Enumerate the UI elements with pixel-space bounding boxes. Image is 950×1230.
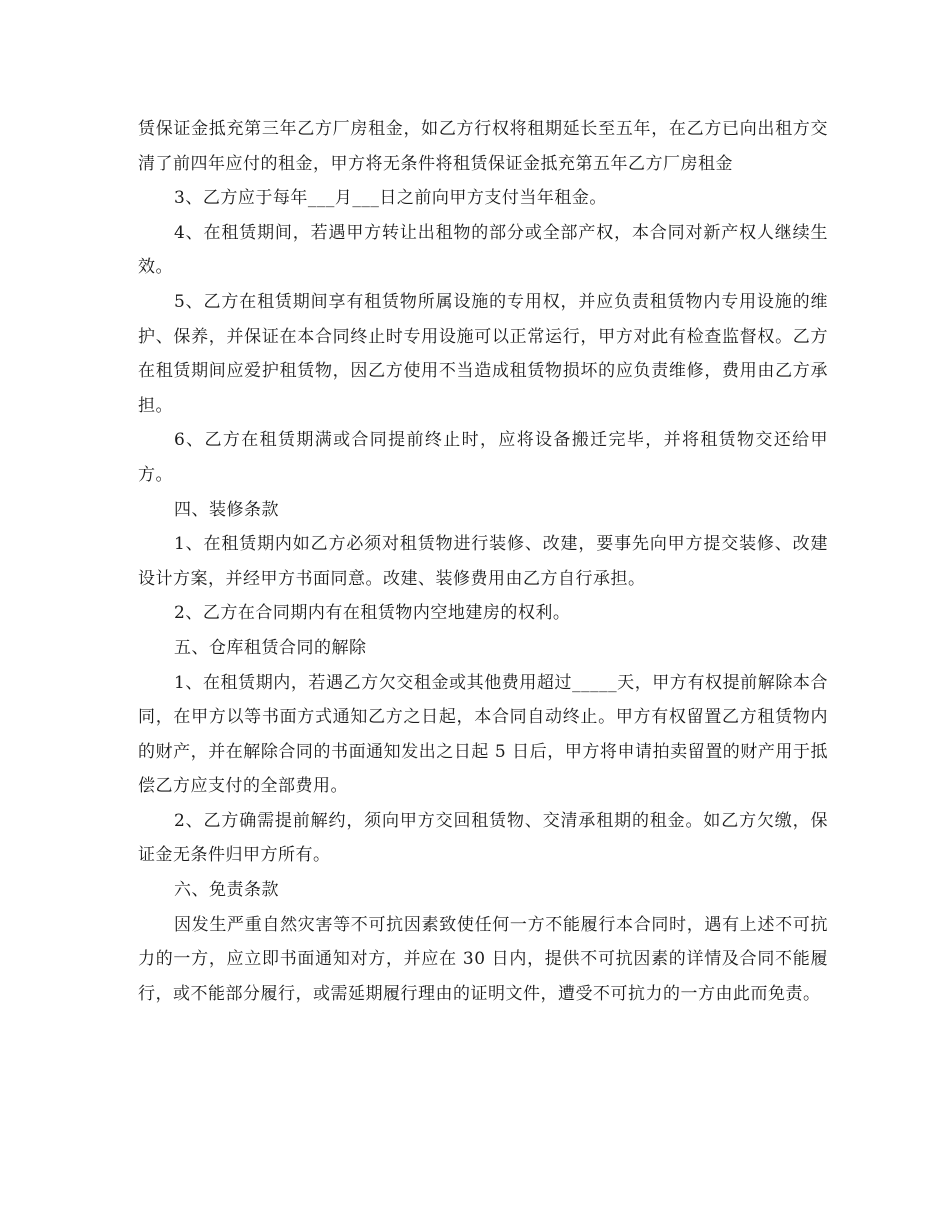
section-heading-renovation: 四、装修条款 <box>174 499 279 520</box>
paragraph-clause-4-ownership-transfer: 4、在租赁期间，若遇甲方转让出租物的部分或全部产权，本合同对新产权人继续生效。 <box>138 222 828 278</box>
paragraph-termination-2: 2、乙方确需提前解约，须向甲方交回租赁物、交清承租期的租金。如乙方欠缴，保证金无条件归甲方所有。 <box>138 810 828 866</box>
paragraph-clause-6-return-property: 6、乙方在租赁期满或合同提前终止时，应将设备搬迁完毕，并将租赁物交还给甲方。 <box>138 430 828 485</box>
paragraph-renovation-2: 2、乙方在合同期内有在租赁物内空地建房的权利。 <box>174 603 571 624</box>
paragraph-termination-1: 1、在租赁期内，若遇乙方欠交租金或其他费用超过_____天，甲方有权提前解除本合同，在甲方以等书面方式通知乙方之日起，本合同自动终止。甲方有权留置乙方租赁物内的财产，并在解除合同的书面通知发出之日起 5 日后，甲方将申请拍卖留置的财产用于抵偿乙方应支付的全部费用。 <box>138 672 828 797</box>
document-body <box>138 112 828 1011</box>
paragraph-clause-3-rent-payment: 3、乙方应于每年___月___日之前向甲方支付当年租金。 <box>174 188 607 209</box>
paragraph-exemption: 因发生严重自然灾害等不可抗因素致使任何一方不能履行本合同时，遇有上述不可抗力的一方，应立即书面通知对方，并应在 30 日内，提供不可抗因素的详情及合同不能履行，或不能部分履行，或需延期履行理由的证明文件，遭受不可抗力的一方由此而免责。 <box>138 914 828 1004</box>
paragraph-renovation-1: 1、在租赁期内如乙方必须对租赁物进行装修、改建，要事先向甲方提交装修、改建设计方案，并经甲方书面同意。改建、装修费用由乙方自行承担。 <box>138 534 828 589</box>
paragraph-deposit-continuation: 赁保证金抵充第三年乙方厂房租金，如乙方行权将租期延长至五年，在乙方已向出租方交清了前四年应付的租金，甲方将无条件将租赁保证金抵充第五年乙方厂房租金 <box>138 119 828 174</box>
paragraph-clause-5-facility-use: 5、乙方在租赁期间享有租赁物所属设施的专用权，并应负责租赁物内专用设施的维护、保养，并保证在本合同终止时专用设施可以正常运行，甲方对此有检查监督权。乙方在租赁期间应爱护租赁物，因乙方使用不当造成租赁物损坏的应负责维修，费用由乙方承担。 <box>138 291 828 416</box>
section-heading-exemption: 六、免责条款 <box>174 880 279 901</box>
section-heading-termination: 五、仓库租赁合同的解除 <box>174 637 367 658</box>
